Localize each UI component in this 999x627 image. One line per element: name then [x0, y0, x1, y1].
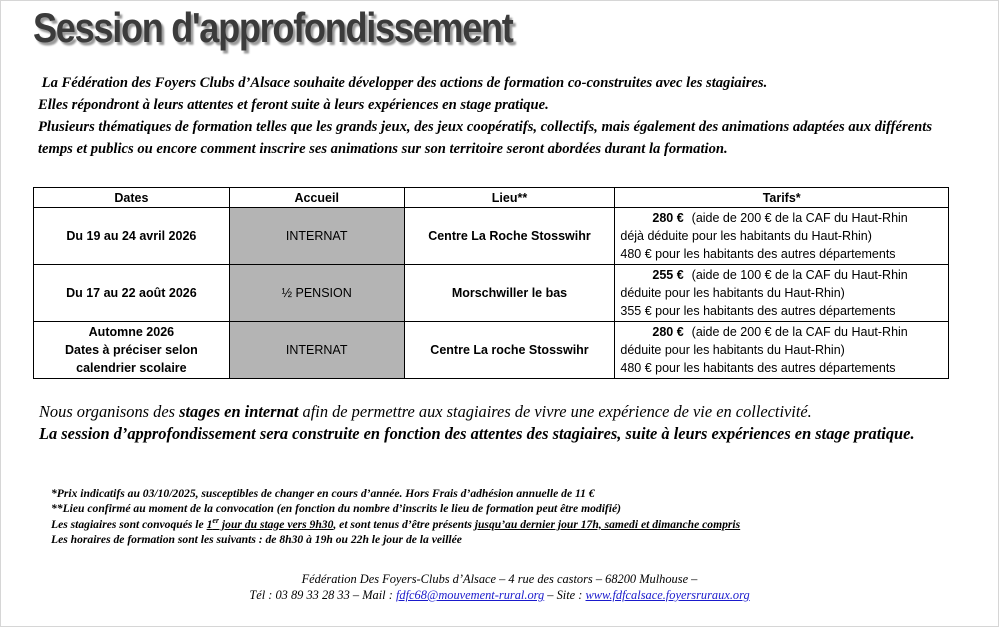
cell-accueil: ½ PENSION: [229, 265, 404, 322]
cell-accueil: INTERNAT: [229, 208, 404, 265]
intro-line: La Fédération des Foyers Clubs d’Alsace souhaite développer des actions de formation co-construites avec les stagiaires.: [38, 75, 768, 91]
tarif-line-2: déjà déduite pour les habitants du Haut-Rhin): [620, 229, 872, 243]
note-convocation: [51, 517, 951, 532]
intro-paragraph: [38, 72, 958, 160]
cell-dates: [34, 322, 230, 379]
header-tarifs: Tarifs*: [615, 188, 949, 208]
tarif-other: 355 € pour les habitants des autres départements: [620, 304, 896, 318]
tarif-price: 255 €: [652, 268, 684, 282]
tarif-other: 480 € pour les habitants des autres départements: [620, 247, 896, 261]
tarif-aid: (aide de 100 € de la CAF du Haut-Rhin: [691, 268, 908, 282]
note-hours: Les horaires de formation sont les suivants : de 8h30 à 19h ou 22h le jour de la veillée: [51, 532, 462, 546]
tarif-aid: (aide de 200 € de la CAF du Haut-Rhin: [691, 211, 908, 225]
page-title: Session d'approfondissement: [33, 4, 513, 51]
closing-paragraph: [39, 401, 964, 445]
note-underlined-first-day: [206, 515, 334, 531]
footer-site-label: – Site :: [544, 588, 586, 602]
tarif-line-2: déduite pour les habitants du Haut-Rhin): [620, 343, 845, 357]
note-underlined-last-day: jusqu’au dernier jour 17h, samedi et dimanche compris: [474, 517, 741, 531]
footer-contact: [0, 587, 999, 603]
footnotes: [51, 486, 951, 547]
note-text: 1: [206, 517, 213, 531]
tarif-aid: (aide de 200 € de la CAF du Haut-Rhin: [691, 325, 908, 339]
closing-line-1: [39, 401, 964, 423]
header-lieu: Lieu**: [404, 188, 615, 208]
closing-text: Nous organisons des: [39, 402, 180, 421]
closing-emphasis: stages en internat: [179, 402, 299, 421]
cell-accueil: INTERNAT: [229, 322, 404, 379]
table-row: [34, 208, 949, 265]
note-text: jour du stage vers 9h30: [219, 517, 334, 531]
cell-tarifs: [615, 265, 949, 322]
cell-dates: Du 17 au 22 août 2026: [34, 265, 230, 322]
footer-phone: Tél : 03 89 33 28 33 – Mail :: [249, 588, 396, 602]
closing-bold-text: La session d’approfondissement sera construite en fonction des attentes des stagiaires, suite à leurs expériences en stage pratique.: [39, 424, 915, 443]
tarif-other: 480 € pour les habitants des autres départements: [620, 361, 896, 375]
note-text: , et sont tenus d’être présents: [333, 517, 475, 531]
tarif-line-1: [620, 323, 944, 341]
intro-line: Plusieurs thématiques de formation telles que les grands jeux, des jeux coopératifs, collectifs, mais également des animations adaptées aux différents temps et publics ou encore comment inscrire ses animations sur son territoire seront abordées durant la formation.: [38, 119, 932, 157]
closing-line-2: [39, 423, 964, 445]
header-dates: Dates: [34, 188, 230, 208]
footer-address: Fédération Des Foyers-Clubs d’Alsace – 4 rue des castors – 68200 Mulhouse –: [301, 572, 698, 586]
tarif-price: 280 €: [652, 211, 684, 225]
footer-email-link[interactable]: fdfc68@mouvement-rural.org: [395, 588, 545, 602]
date-line: Dates à préciser selon: [65, 343, 198, 357]
note-location: **Lieu confirmé au moment de la convocation (en fonction du nombre d’inscrits le lieu de formation peut être modifié): [51, 502, 622, 516]
closing-text: afin de permettre aux stagiaires de vivre une expérience de vie en collectivité.: [298, 402, 812, 421]
sessions-table: [33, 187, 949, 379]
table-header-row: [34, 188, 949, 208]
note-text: Les stagiaires sont convoqués le: [51, 517, 207, 531]
tarif-line-2: déduite pour les habitants du Haut-Rhin): [620, 286, 845, 300]
header-accueil: Accueil: [229, 188, 404, 208]
date-line: Automne 2026: [88, 325, 175, 339]
note-superscript: er: [212, 515, 220, 525]
cell-lieu: Centre La roche Stosswihr: [404, 322, 615, 379]
tarif-line-1: [620, 209, 944, 227]
tarif-price: 280 €: [652, 325, 684, 339]
cell-tarifs: [615, 322, 949, 379]
table-row: [34, 322, 949, 379]
note-prices: *Prix indicatifs au 03/10/2025, susceptibles de changer en cours d’année. Hors Frais d’adhésion annuelle de 11 €: [51, 487, 595, 500]
cell-tarifs: [615, 208, 949, 265]
cell-dates: Du 19 au 24 avril 2026: [34, 208, 230, 265]
intro-line: Elles répondront à leurs attentes et feront suite à leurs expériences en stage pratique.: [38, 97, 549, 113]
footer: [0, 571, 999, 603]
table-row: [34, 265, 949, 322]
date-line: calendrier scolaire: [76, 361, 187, 375]
footer-website-link[interactable]: www.fdfcalsace.foyersruraux.org: [585, 588, 750, 602]
tarif-line-1: [620, 266, 944, 284]
cell-lieu: Centre La Roche Stosswihr: [404, 208, 615, 265]
cell-lieu: Morschwiller le bas: [404, 265, 615, 322]
